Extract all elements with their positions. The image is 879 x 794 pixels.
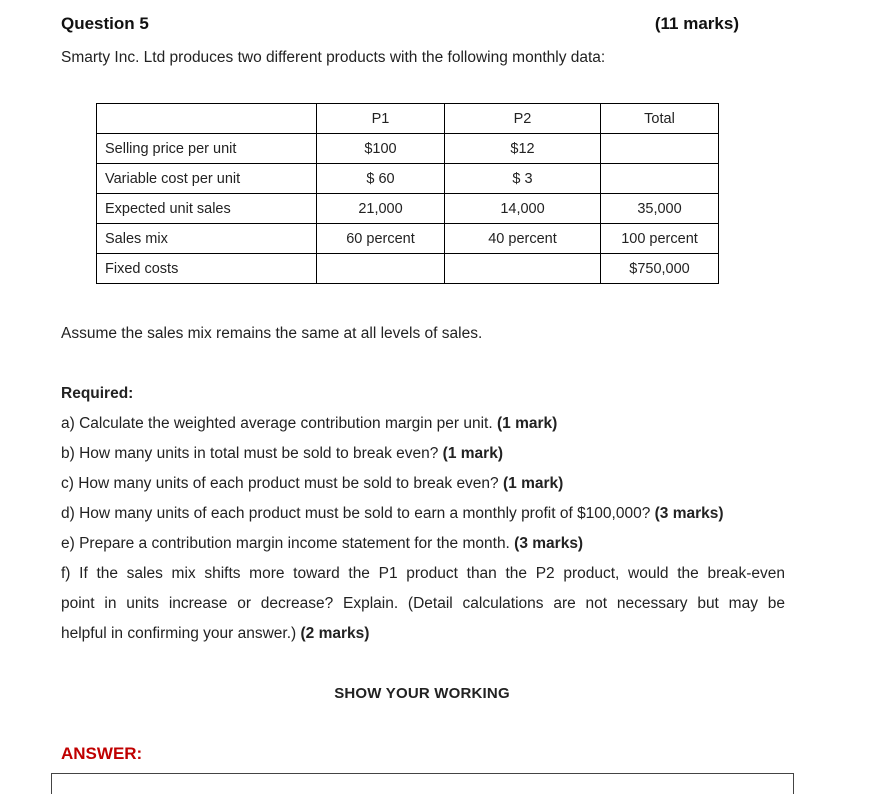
sales-mix-assumption: Assume the sales mix remains the same at all levels of sales. [61,325,483,342]
item-marks: (3 marks) [514,535,584,552]
item-marks: (1 mark) [442,445,503,462]
cell-p1: $ 60 [317,164,445,194]
row-label: Expected unit sales [97,194,317,224]
row-label: Variable cost per unit [97,164,317,194]
table-row [97,194,719,224]
cell-p1: 21,000 [317,194,445,224]
answer-box[interactable] [51,773,794,794]
item-marks: (1 mark) [496,415,558,432]
row-label: Sales mix [97,224,317,254]
cell-p1 [317,254,445,284]
header-cell-total: Total [601,104,719,134]
table-row [97,134,719,164]
answer-label: ANSWER: [61,744,143,763]
row-label: Selling price per unit [97,134,317,164]
required-item-c [61,475,785,493]
cell-total: 35,000 [601,194,719,224]
product-data-table [96,103,719,284]
required-item-e [61,535,785,553]
question-marks: (11 marks) [654,14,739,33]
cell-p1: $100 [317,134,445,164]
table-row [97,224,719,254]
cell-p2: $ 3 [445,164,601,194]
required-heading: Required: [61,385,134,402]
cell-p2 [445,254,601,284]
item-text: b) How many units in total must be sold to break even? [61,445,443,462]
show-working-note: SHOW YOUR WORKING [334,685,510,702]
item-text: helpful in confirming your answer.) [61,625,301,642]
row-label: Fixed costs [97,254,317,284]
table-row [97,164,719,194]
header-cell-p1: P1 [317,104,445,134]
required-item-f-line1: f) If the sales mix shifts more toward the P1 product than the P2 product, would the break-even [61,565,785,582]
item-text: d) How many units of each product must be sold to earn a monthly profit of $100,000? [61,505,655,522]
required-item-a [61,415,785,433]
required-item-f-line2: point in units increase or decrease? Explain. (Detail calculations are not necessary but may be [61,595,785,612]
cell-p1: 60 percent [317,224,445,254]
header-cell-p2: P2 [445,104,601,134]
question-intro: Smarty Inc. Ltd produces two different products with the following monthly data: [61,49,606,66]
required-item-b [61,445,785,463]
cell-p2: 14,000 [445,194,601,224]
item-marks: (1 mark) [502,475,564,492]
cell-p2: 40 percent [445,224,601,254]
header-cell-label [97,104,317,134]
item-marks: (2 marks) [300,625,370,642]
item-text: c) How many units of each product must be sold to break even? [61,475,503,492]
cell-total: $750,000 [601,254,719,284]
cell-total [601,134,719,164]
item-marks: (3 marks) [654,505,724,522]
item-text: e) Prepare a contribution margin income statement for the month. [61,535,515,552]
required-item-d [61,505,785,523]
table-row [97,254,719,284]
required-item-f-line3 [61,625,785,643]
question-title: Question 5 [61,14,149,33]
cell-total: 100 percent [601,224,719,254]
cell-p2: $12 [445,134,601,164]
item-text: a) Calculate the weighted average contribution margin per unit. [61,415,497,432]
table-header-row [97,104,719,134]
cell-total [601,164,719,194]
question-heading [61,14,739,44]
